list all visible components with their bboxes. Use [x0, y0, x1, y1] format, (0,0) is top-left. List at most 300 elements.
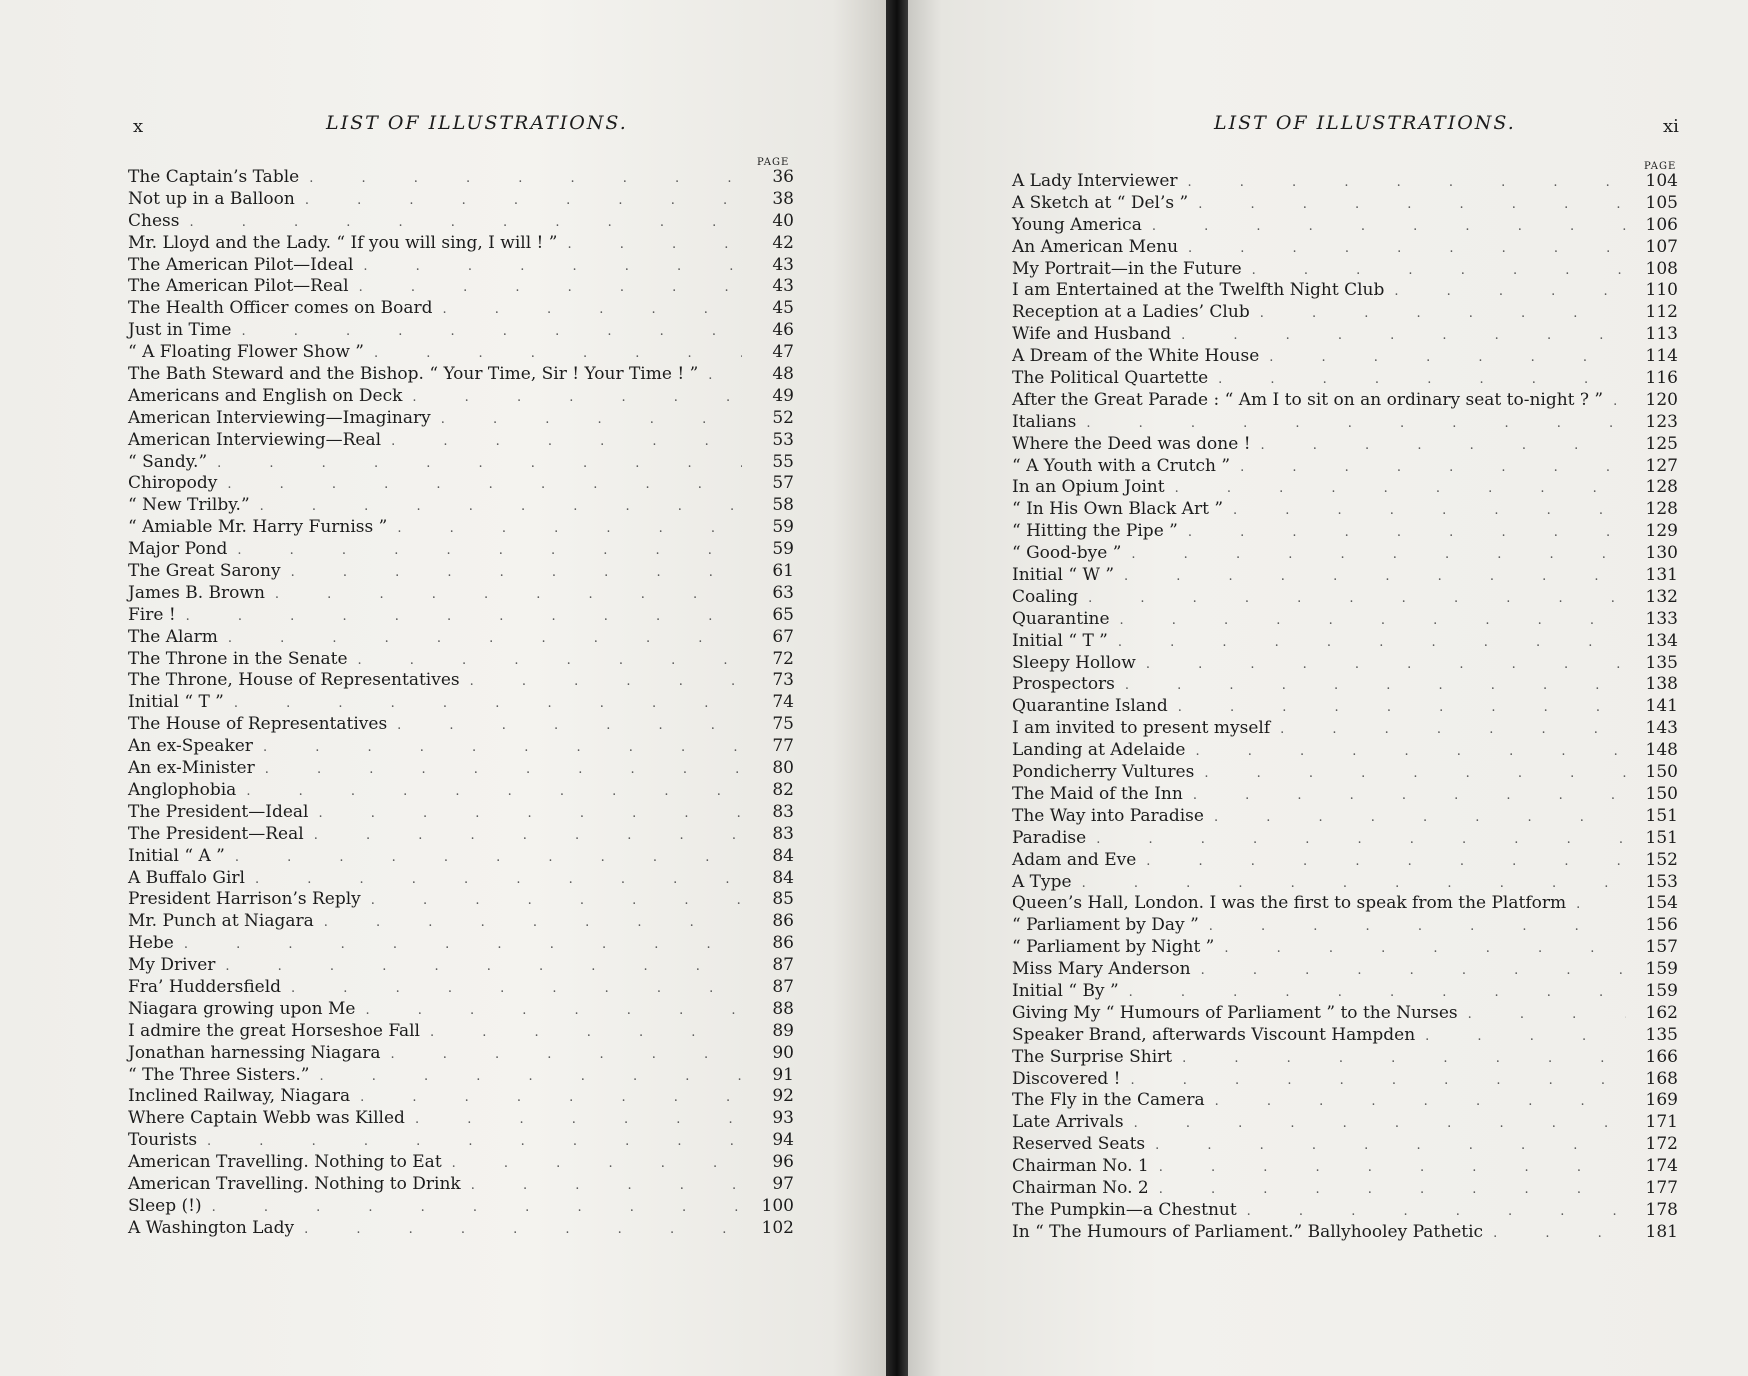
illustration-page-number: 52: [772, 407, 794, 428]
dot-leader: [234, 696, 742, 711]
illustration-page-number: 151: [1645, 805, 1678, 826]
illustration-entry: [128, 889, 794, 911]
illustration-entry: [1012, 346, 1678, 368]
illustration-page-number: 135: [1645, 1024, 1678, 1045]
illustration-page-number: 94: [772, 1130, 794, 1151]
illustration-entry: [1012, 259, 1678, 281]
illustration-title: A Dream of the White House: [1012, 346, 1260, 367]
illustration-title: Initial “ By ”: [1012, 980, 1119, 1001]
illustration-entry: [128, 627, 794, 649]
illustration-page-number: 75: [772, 714, 794, 735]
illustration-title: The Political Quartette: [1012, 368, 1209, 389]
illustration-title: “ The Three Sisters.”: [128, 1064, 310, 1085]
illustration-page-number: 151: [1645, 827, 1678, 848]
illustration-title: Landing at Adelaide: [1012, 740, 1186, 761]
dot-leader: [391, 434, 742, 449]
illustration-entry: [128, 1043, 794, 1065]
illustration-entry: [128, 189, 794, 211]
illustration-page-number: 59: [772, 517, 794, 538]
dot-leader: [1576, 897, 1626, 912]
dot-leader: [1129, 985, 1626, 1000]
illustration-title: “ Sandy.”: [128, 451, 208, 472]
illustration-entry: [1012, 412, 1678, 434]
illustration-entry: [1012, 1200, 1678, 1222]
illustration-title: “ Amiable Mr. Harry Furniss ”: [128, 517, 388, 538]
illustration-page-number: 110: [1645, 280, 1678, 301]
dot-leader: [1198, 197, 1626, 212]
dot-leader: [358, 653, 742, 668]
illustration-title: A Lady Interviewer: [1012, 171, 1178, 191]
illustration-entry: [128, 1021, 794, 1043]
illustration-title: The Throne in the Senate: [128, 648, 348, 669]
dot-leader: [1182, 1051, 1626, 1066]
illustration-entry: [1012, 915, 1678, 937]
illustration-entry: [128, 233, 794, 255]
illustration-page-number: 96: [772, 1152, 794, 1173]
dot-leader: [1468, 1007, 1626, 1022]
illustration-entry: [1012, 850, 1678, 872]
illustration-entry: [128, 364, 794, 386]
illustration-page-number: 135: [1645, 652, 1678, 673]
dot-leader: [1214, 810, 1626, 825]
illustration-page-number: 85: [772, 889, 794, 910]
illustration-page-number: 168: [1645, 1068, 1678, 1089]
illustration-title: Italians: [1012, 411, 1077, 432]
right-entry-list: [1012, 171, 1678, 1244]
illustration-title: I am Entertained at the Twelfth Night Club: [1012, 280, 1385, 301]
illustration-page-number: 73: [772, 670, 794, 691]
dot-leader: [265, 762, 742, 777]
illustration-title: Miss Mary Anderson: [1012, 959, 1191, 980]
illustration-title: In “ The Humours of Parliament.” Ballyhooley Pathetic: [1012, 1221, 1484, 1242]
illustration-entry: [1012, 215, 1678, 237]
illustration-title: Inclined Railway, Niagara: [128, 1086, 351, 1107]
illustration-title: Quarantine Island: [1012, 696, 1168, 717]
illustration-page-number: 90: [772, 1042, 794, 1063]
illustration-title: Major Pond: [128, 539, 228, 560]
illustration-title: Mr. Punch at Niagara: [128, 911, 314, 932]
illustration-title: The Throne, House of Representatives: [128, 670, 460, 691]
illustration-title: The American Pilot—Real: [128, 276, 349, 297]
illustration-page-number: 169: [1645, 1090, 1678, 1111]
illustration-title: The American Pilot—Ideal: [128, 254, 354, 275]
dot-leader: [708, 368, 742, 383]
illustration-entry: [1012, 477, 1678, 499]
illustration-page-number: 153: [1645, 871, 1678, 892]
illustration-page-number: 86: [772, 911, 794, 932]
dot-leader: [304, 1222, 742, 1237]
illustration-page-number: 159: [1645, 980, 1678, 1001]
illustration-title: Jonathan harnessing Niagara: [128, 1042, 381, 1063]
dot-leader: [1188, 241, 1626, 256]
illustration-title: The Bath Steward and the Bishop. “ Your Time, Sir ! Your Time ! ”: [128, 364, 699, 385]
illustration-entry: [128, 911, 794, 933]
dot-leader: [319, 1069, 742, 1084]
illustration-page-number: 77: [772, 736, 794, 757]
dot-leader: [371, 893, 742, 908]
illustration-page-number: 106: [1645, 214, 1678, 235]
dot-leader: [359, 280, 742, 295]
illustration-title: A Type: [1012, 871, 1072, 892]
illustration-entry: [1012, 1112, 1678, 1134]
illustration-entry: [1012, 653, 1678, 675]
dot-leader: [1146, 657, 1626, 672]
illustration-entry: [1012, 499, 1678, 521]
illustration-title: Initial “ T ”: [1012, 630, 1108, 651]
illustration-page-number: 113: [1645, 324, 1678, 345]
illustration-page-number: 120: [1645, 389, 1678, 410]
illustration-page-number: 93: [772, 1108, 794, 1129]
illustration-title: Mr. Lloyd and the Lady. “ If you will sing, I will ! ”: [128, 232, 558, 253]
illustration-entry: [1012, 1156, 1678, 1178]
dot-leader: [471, 1178, 742, 1193]
dot-leader: [1215, 1094, 1626, 1109]
illustration-entry: [1012, 193, 1678, 215]
dot-leader: [1134, 1116, 1626, 1131]
dot-leader: [237, 543, 742, 558]
illustration-page-number: 159: [1645, 959, 1678, 980]
dot-leader: [1261, 438, 1626, 453]
illustration-title: Where the Deed was done !: [1012, 433, 1251, 454]
dot-leader: [1188, 175, 1626, 190]
illustration-page-number: 116: [1645, 368, 1678, 389]
illustration-title: Fra’ Huddersfield: [128, 976, 282, 997]
illustration-entry: [1012, 631, 1678, 653]
illustration-title: Chairman No. 1: [1012, 1156, 1149, 1177]
illustration-page-number: 84: [772, 867, 794, 888]
dot-leader: [1252, 263, 1626, 278]
dot-leader: [441, 412, 742, 427]
illustration-title: Initial “ W ”: [1012, 565, 1115, 586]
dot-leader: [1240, 460, 1626, 475]
illustration-title: My Driver: [128, 955, 216, 976]
illustration-page-number: 58: [772, 495, 794, 516]
illustration-title: Prospectors: [1012, 674, 1115, 695]
left-running-head: LIST OF ILLUSTRATIONS.: [326, 112, 628, 134]
illustration-title: Where Captain Webb was Killed: [128, 1108, 405, 1129]
illustration-title: Reserved Seats: [1012, 1134, 1146, 1155]
illustration-title: Anglophobia: [128, 779, 237, 800]
illustration-page-number: 84: [772, 845, 794, 866]
illustration-entry: [1012, 1069, 1678, 1091]
dot-leader: [246, 784, 742, 799]
illustration-entry: [128, 1086, 794, 1108]
illustration-page-number: 45: [772, 298, 794, 319]
illustration-title: Adam and Eve: [1012, 849, 1137, 870]
illustration-title: American Travelling. Nothing to Eat: [128, 1152, 442, 1173]
illustration-page-number: 36: [772, 167, 794, 187]
illustration-page-number: 171: [1645, 1112, 1678, 1133]
dot-leader: [415, 1112, 742, 1127]
illustration-title: Fire !: [128, 604, 176, 625]
illustration-page-number: 48: [772, 364, 794, 385]
illustration-title: “ A Youth with a Crutch ”: [1012, 455, 1231, 476]
illustration-title: Giving My “ Humours of Parliament ” to the Nurses: [1012, 1002, 1458, 1023]
illustration-page-number: 67: [772, 626, 794, 647]
illustration-title: The Maid of the Inn: [1012, 783, 1183, 804]
dot-leader: [1131, 547, 1626, 562]
right-folio: xi: [1663, 116, 1679, 137]
illustration-entry: [1012, 609, 1678, 631]
illustration-entry: [128, 846, 794, 868]
dot-leader: [1175, 481, 1626, 496]
left-page-column-label: PAGE: [757, 157, 790, 168]
illustration-entry: [128, 255, 794, 277]
illustration-page-number: 55: [772, 451, 794, 472]
illustration-entry: [128, 692, 794, 714]
illustration-page-number: 105: [1645, 192, 1678, 213]
illustration-entry: [1012, 784, 1678, 806]
illustration-title: The Fly in the Camera: [1012, 1090, 1205, 1111]
illustration-page-number: 57: [772, 473, 794, 494]
illustration-page-number: 72: [772, 648, 794, 669]
illustration-page-number: 125: [1645, 433, 1678, 454]
dot-leader: [1155, 1138, 1626, 1153]
dot-leader: [1204, 766, 1626, 781]
illustration-entry: [128, 1130, 794, 1152]
illustration-title: Americans and English on Deck: [128, 385, 403, 406]
illustration-entry: [1012, 1178, 1678, 1200]
illustration-title: Quarantine: [1012, 608, 1110, 629]
dot-leader: [1201, 963, 1626, 978]
dot-leader: [217, 456, 742, 471]
dot-leader: [1188, 525, 1626, 540]
illustration-entry: [128, 452, 794, 474]
illustration-entry: [128, 802, 794, 824]
illustration-title: An ex-Minister: [128, 758, 255, 779]
illustration-entry: [1012, 280, 1678, 302]
illustration-page-number: 123: [1645, 411, 1678, 432]
illustration-title: Sleep (!): [128, 1195, 202, 1216]
illustration-page-number: 49: [772, 385, 794, 406]
right-page-column-label: PAGE: [1644, 161, 1677, 172]
illustration-title: Young America: [1012, 214, 1142, 235]
illustration-title: American Interviewing—Imaginary: [128, 407, 431, 428]
dot-leader: [1086, 416, 1626, 431]
dot-leader: [241, 324, 742, 339]
illustration-entry: [128, 714, 794, 736]
illustration-title: “ A Floating Flower Show ”: [128, 342, 364, 363]
illustration-title: An American Menu: [1012, 236, 1179, 257]
dot-leader: [365, 1003, 742, 1018]
dot-leader: [1131, 1073, 1626, 1088]
dot-leader: [1233, 503, 1626, 518]
illustration-page-number: 74: [772, 692, 794, 713]
illustration-page-number: 156: [1645, 915, 1678, 936]
illustration-entry: [128, 1196, 794, 1218]
illustration-page-number: 132: [1645, 586, 1678, 607]
dot-leader: [1118, 635, 1626, 650]
illustration-title: Chairman No. 2: [1012, 1177, 1149, 1198]
illustration-entry: [128, 649, 794, 671]
illustration-title: Tourists: [128, 1130, 198, 1151]
dot-leader: [1082, 876, 1626, 891]
dot-leader: [1152, 219, 1626, 234]
dot-leader: [397, 718, 742, 733]
illustration-entry: [128, 539, 794, 561]
left-entry-list: [128, 167, 794, 1240]
dot-leader: [291, 565, 742, 580]
dot-leader: [1260, 306, 1626, 321]
dot-leader: [1195, 744, 1626, 759]
illustration-entry: [1012, 806, 1678, 828]
illustration-page-number: 53: [772, 429, 794, 450]
dot-leader: [319, 806, 743, 821]
dot-leader: [1088, 591, 1626, 606]
illustration-page-number: 128: [1645, 477, 1678, 498]
illustration-title: Speaker Brand, afterwards Viscount Hampden: [1012, 1024, 1416, 1045]
dot-leader: [1280, 722, 1626, 737]
dot-leader: [309, 171, 742, 186]
dot-leader: [186, 609, 742, 624]
illustration-page-number: 86: [772, 933, 794, 954]
dot-leader: [1269, 350, 1626, 365]
illustration-title: A Buffalo Girl: [128, 867, 245, 888]
dot-leader: [291, 981, 742, 996]
dot-leader: [452, 1156, 742, 1171]
illustration-entry: [128, 955, 794, 977]
illustration-entry: [1012, 981, 1678, 1003]
illustration-page-number: 127: [1645, 455, 1678, 476]
illustration-page-number: 143: [1645, 718, 1678, 739]
illustration-title: I am invited to present myself: [1012, 718, 1271, 739]
illustration-title: The Captain’s Table: [128, 167, 300, 187]
illustration-title: “ New Trilby.”: [128, 495, 250, 516]
dot-leader: [470, 674, 742, 689]
illustration-page-number: 80: [772, 758, 794, 779]
illustration-title: American Interviewing—Real: [128, 429, 382, 450]
dot-leader: [1125, 678, 1626, 693]
illustration-entry: [128, 977, 794, 999]
illustration-entry: [1012, 587, 1678, 609]
illustration-title: Just in Time: [128, 320, 232, 341]
illustration-page-number: 88: [772, 998, 794, 1019]
illustration-entry: [1012, 696, 1678, 718]
dot-leader: [1120, 613, 1626, 628]
illustration-title: James B. Brown: [128, 582, 265, 603]
dot-leader: [235, 850, 742, 865]
dot-leader: [1159, 1160, 1626, 1175]
illustration-page-number: 102: [761, 1217, 794, 1238]
illustration-title: Not up in a Balloon: [128, 188, 295, 209]
illustration-entry: [1012, 390, 1678, 412]
illustration-entry: [128, 670, 794, 692]
dot-leader: [1181, 328, 1626, 343]
illustration-title: The President—Ideal: [128, 801, 309, 822]
right-running-head: LIST OF ILLUSTRATIONS.: [1214, 112, 1516, 134]
illustration-page-number: 134: [1645, 630, 1678, 651]
illustration-entry: [1012, 872, 1678, 894]
illustration-title: The Way into Paradise: [1012, 805, 1204, 826]
illustration-page-number: 38: [772, 188, 794, 209]
illustration-entry: [128, 561, 794, 583]
dot-leader: [275, 587, 742, 602]
illustration-entry: [1012, 324, 1678, 346]
illustration-page-number: 154: [1645, 893, 1678, 914]
illustration-page-number: 63: [772, 582, 794, 603]
illustration-entry: [128, 1065, 794, 1087]
illustration-title: I admire the great Horseshoe Fall: [128, 1020, 420, 1041]
dot-leader: [360, 1090, 742, 1105]
illustration-entry: [128, 736, 794, 758]
illustration-page-number: 65: [772, 604, 794, 625]
illustration-page-number: 133: [1645, 608, 1678, 629]
illustration-entry: [128, 342, 794, 364]
illustration-page-number: 178: [1645, 1199, 1678, 1220]
illustration-entry: [128, 758, 794, 780]
dot-leader: [1394, 284, 1626, 299]
dot-leader: [1159, 1182, 1626, 1197]
illustration-title: Chess: [128, 210, 180, 231]
illustration-title: The Health Officer comes on Board: [128, 298, 433, 319]
illustration-title: After the Great Parade : “ Am I to sit on an ordinary seat to-night ? ”: [1012, 389, 1604, 410]
illustration-page-number: 166: [1645, 1046, 1678, 1067]
dot-leader: [363, 259, 742, 274]
dot-leader: [305, 193, 742, 208]
book-gutter: [886, 0, 908, 1376]
illustration-title: Initial “ T ”: [128, 692, 224, 713]
dot-leader: [442, 302, 742, 317]
right-page: [908, 0, 1748, 1376]
illustration-entry: [128, 1218, 794, 1240]
illustration-page-number: 141: [1645, 696, 1678, 717]
dot-leader: [1124, 569, 1626, 584]
dot-leader: [374, 346, 742, 361]
illustration-title: Wife and Husband: [1012, 324, 1172, 345]
illustration-title: The House of Representatives: [128, 714, 388, 735]
dot-leader: [324, 915, 742, 930]
illustration-page-number: 46: [772, 320, 794, 341]
illustration-entry: [1012, 368, 1678, 390]
illustration-page-number: 104: [1645, 171, 1678, 191]
dot-leader: [228, 631, 742, 646]
illustration-entry: [128, 386, 794, 408]
illustration-entry: [1012, 434, 1678, 456]
illustration-title: President Harrison’s Reply: [128, 889, 361, 910]
dot-leader: [212, 1200, 742, 1215]
dot-leader: [1146, 854, 1626, 869]
illustration-title: In an Opium Joint: [1012, 477, 1165, 498]
dot-leader: [1209, 919, 1626, 934]
illustration-title: Discovered !: [1012, 1068, 1121, 1089]
illustration-page-number: 89: [772, 1020, 794, 1041]
illustration-title: My Portrait—in the Future: [1012, 258, 1242, 279]
illustration-entry: [1012, 543, 1678, 565]
illustration-entry: [1012, 959, 1678, 981]
illustration-title: Sleepy Hollow: [1012, 652, 1136, 673]
illustration-page-number: 148: [1645, 740, 1678, 761]
dot-leader: [184, 937, 742, 952]
illustration-entry: [1012, 718, 1678, 740]
illustration-entry: [128, 298, 794, 320]
illustration-entry: [128, 211, 794, 233]
illustration-page-number: 162: [1645, 1002, 1678, 1023]
illustration-entry: [1012, 1047, 1678, 1069]
left-folio: x: [133, 116, 144, 137]
dot-leader: [430, 1025, 742, 1040]
illustration-page-number: 91: [772, 1064, 794, 1085]
illustration-title: The Great Sarony: [128, 561, 281, 582]
dot-leader: [390, 1047, 742, 1062]
illustration-entry: [128, 1108, 794, 1130]
illustration-entry: [128, 320, 794, 342]
illustration-page-number: 83: [772, 823, 794, 844]
illustration-title: Pondicherry Vultures: [1012, 762, 1195, 783]
illustration-page-number: 157: [1645, 937, 1678, 958]
dot-leader: [207, 1134, 742, 1149]
illustration-page-number: 107: [1645, 236, 1678, 257]
dot-leader: [1193, 788, 1626, 803]
